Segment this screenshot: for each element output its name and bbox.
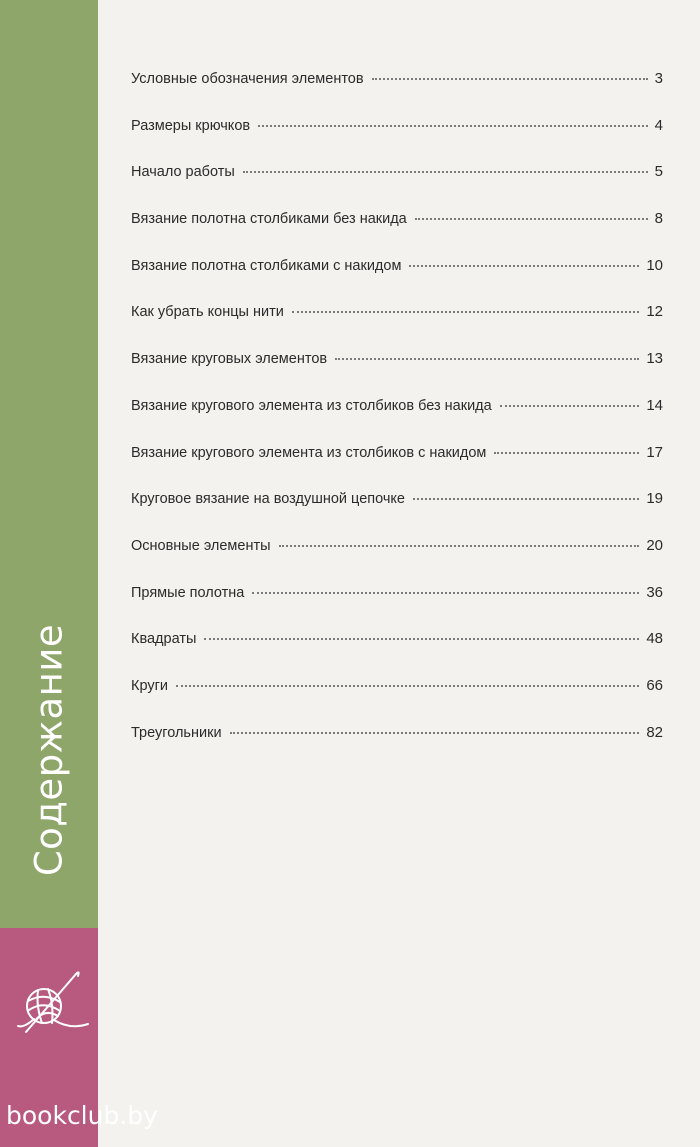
toc-entry (131, 70, 663, 117)
toc-entry-title: Вязание кругового элемента из столбиков с накидом (131, 444, 487, 461)
toc-leader-dots (258, 125, 648, 127)
toc-entry-title: Вязание полотна столбиками с накидом (131, 257, 402, 274)
toc-entry-title: Вязание круговых элементов (131, 351, 328, 368)
toc-entry (131, 444, 663, 491)
toc-leader-dots (409, 265, 639, 267)
toc-entry (131, 350, 663, 397)
toc-leader-dots (292, 311, 639, 313)
toc-entry (131, 537, 663, 584)
toc-entry-page-number: 4 (654, 116, 663, 134)
toc-entry (131, 677, 663, 724)
contents-heading: Содержание (27, 623, 71, 877)
toc-leader-dots (279, 545, 640, 547)
toc-entry (131, 490, 663, 537)
toc-leader-dots (176, 685, 639, 687)
toc-entry (131, 210, 663, 257)
toc-entry-title: Квадраты (131, 631, 197, 648)
toc-entry-title: Основные элементы (131, 537, 271, 554)
toc-entry-page-number: 66 (646, 676, 663, 694)
toc-entry (131, 397, 663, 444)
toc-entry-title: Размеры крючков (131, 117, 251, 134)
toc-entry-title: Вязание кругового элемента из столбиков без накида (131, 397, 492, 414)
toc-entry-title: Условные обозначения элементов (131, 71, 364, 87)
toc-entry (131, 117, 663, 164)
toc-entry-page-number: 13 (646, 350, 663, 368)
site-watermark: bookclub.by (6, 1101, 158, 1130)
toc-entry-title: Круговое вязание на воздушной цепочке (131, 491, 405, 508)
toc-entry-title: Круги (131, 677, 168, 694)
toc-entry-title: Прямые полотна (131, 584, 245, 601)
toc-entry-page-number: 3 (654, 70, 663, 87)
toc-entry-page-number: 10 (646, 256, 663, 274)
toc-entry (131, 724, 663, 771)
toc-entry-page-number: 82 (646, 723, 663, 741)
toc-entry-page-number: 48 (646, 630, 663, 648)
toc-entry-title: Вязание полотна столбиками без накида (131, 211, 407, 228)
toc-entry (131, 163, 663, 210)
toc-entry-title: Начало работы (131, 164, 235, 181)
toc-leader-dots (230, 732, 640, 734)
toc-leader-dots (372, 78, 648, 80)
toc-entry-page-number: 12 (646, 303, 663, 321)
toc-leader-dots (243, 171, 648, 173)
toc-entry-page-number: 14 (646, 396, 663, 414)
toc-entry-page-number: 8 (654, 210, 663, 228)
toc-leader-dots (500, 405, 640, 407)
toc-entry (131, 303, 663, 350)
toc-leader-dots (415, 218, 648, 220)
toc-entry-page-number: 17 (646, 443, 663, 461)
toc-entry-page-number: 5 (654, 163, 663, 181)
toc-entry-page-number: 19 (646, 490, 663, 508)
table-of-contents (131, 70, 663, 770)
toc-entry (131, 630, 663, 677)
toc-entry (131, 257, 663, 304)
toc-leader-dots (252, 592, 639, 594)
toc-entry (131, 584, 663, 631)
toc-leader-dots (335, 358, 639, 360)
toc-entry-title: Как убрать концы нити (131, 304, 284, 321)
toc-leader-dots (413, 498, 639, 500)
toc-entry-title: Треугольники (131, 724, 222, 741)
yarn-ball-hook-icon (14, 968, 92, 1038)
toc-entry-page-number: 20 (646, 536, 663, 554)
toc-entry-page-number: 36 (646, 583, 663, 601)
toc-leader-dots (204, 638, 639, 640)
toc-leader-dots (494, 452, 639, 454)
